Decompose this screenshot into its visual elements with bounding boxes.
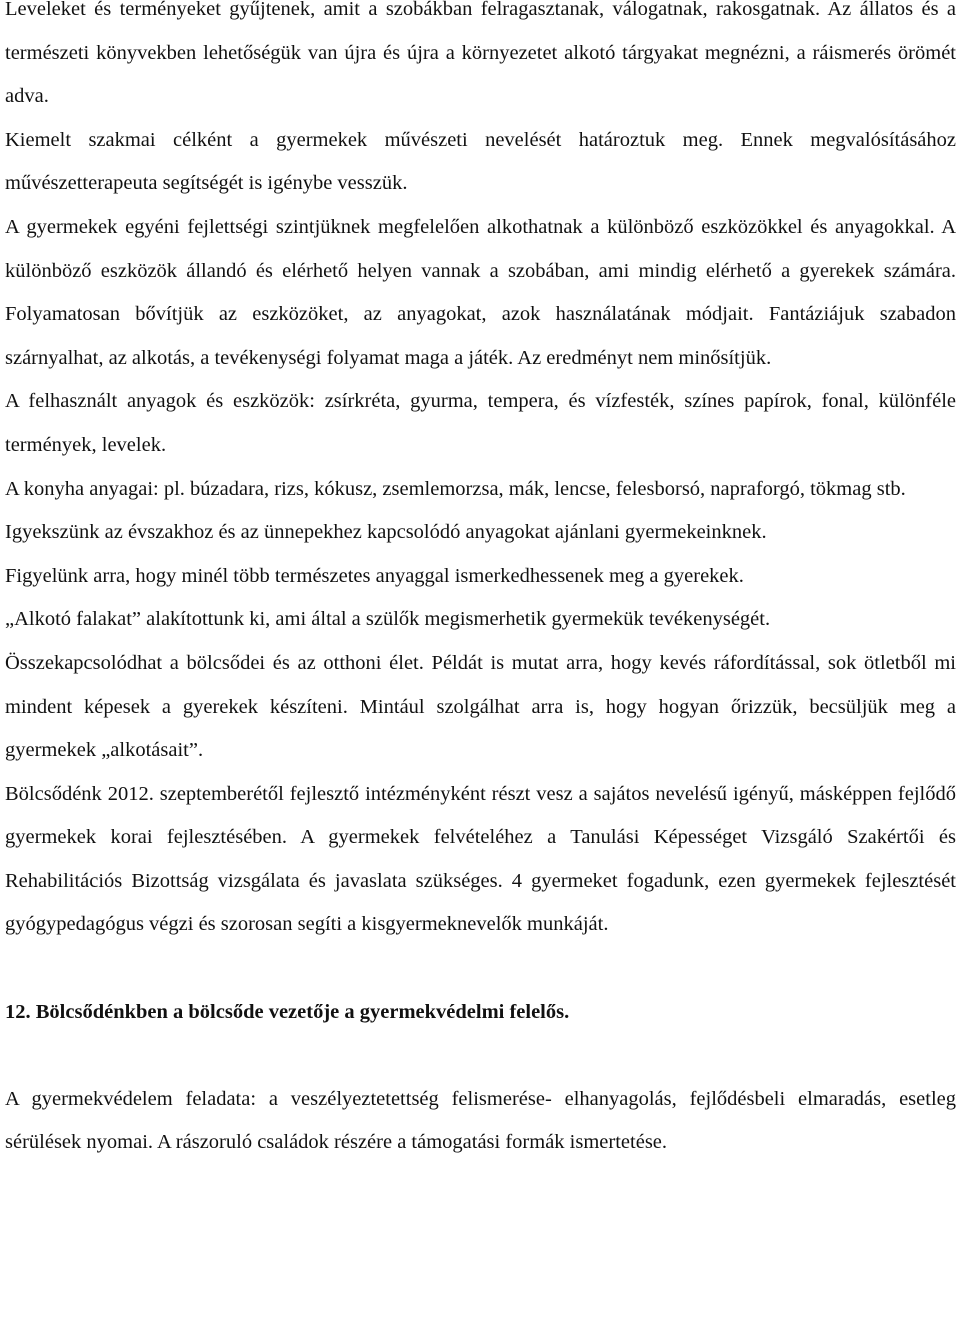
paragraph-creative-walls: „Alkotó falakat” alakítottunk ki, ami által a szülők megismerhetik gyermekük tevékenységét. [5,608,771,631]
paragraph-individual-development: A gyermekek egyéni fejlettségi szintjüknek megfelelően alkothatnak a különböző eszközökkel és anyagokkal. A különböző eszközök állandó és elérhető helyen vannak a szobában, ami mindig elérhető a gyerekek számára. Folyamatosan bővítjük az eszközöket, az anyagokat, azok használatának módjait. Fantáziájuk szabadon szárnyalhat, az alkotás, a tevékenységi folyamat maga a játék. Az eredményt nem minősítjük. [5,215,956,369]
section-heading: 12. Bölcsődénkben a bölcsőde vezetője a gyermekvédelmi felelős. [5,1000,570,1023]
paragraph-leaves: Leveleket és terményeket gyűjtenek, amit a szobákban felragasztanak, válogatnak, rakosgatnak. Az állatos és a természeti könyvekben lehetőségük van újra és újra a környezetet alkotó tárgyakat megnézni, a ráismerés örömét adva. [5,0,956,108]
paragraph-materials: A felhasznált anyagok és eszközök: zsírkréta, gyurma, tempera, és vízfesték, színes papírok, fonal, különféle termények, levelek. [5,390,956,456]
spacer [5,947,956,991]
paragraph-natural-materials: Figyelünk arra, hogy minél több természetes anyaggal ismerkedhessenek meg a gyerekek. [5,564,744,587]
document-page [5,0,956,1165]
paragraph-kitchen-materials: A konyha anyagai: pl. búzadara, rizs, kókusz, zsemlemorzsa, mák, lencse, felesborsó, napraforgó, tökmag stb. [5,477,906,500]
spacer [5,1034,956,1078]
paragraph-child-protection: A gyermekvédelem feladata: a veszélyeztetettség felismerése- elhanyagolás, fejlődésbeli elmaradás, esetleg sérülések nyomai. A rászoruló családok részére a támogatási formák ismertetése. [5,1087,956,1154]
paragraph-seasons: Igyekszünk az évszakhoz és az ünnepekhez kapcsolódó anyagokat ajánlani gyermekeinknek. [5,521,767,544]
paragraph-special-needs: Bölcsődénk 2012. szeptemberétől fejlesztő intézményként részt vesz a sajátos nevelésű igényű, másképpen fejlődő gyermekek korai fejlesztésében. A gyermekek felvételéhez a Tanulási Képességet Vizsgáló Szakértői és Rehabilitációs Bizottság vizsgálata és javaslata szükséges. 4 gyermeket fogadunk, ezen gyermekek fejlesztését gyógypedagógus végzi és szorosan segíti a kisgyermeknevelők munkáját. [5,782,956,936]
paragraph-art-education: Kiemelt szakmai célként a gyermekek művészeti nevelését határoztuk meg. Ennek megvalósításához művészetterapeuta segítségét is igénybe vesszük. [5,128,956,195]
paragraph-home-connection: Összekapcsolódhat a bölcsődei és az otthoni élet. Példát is mutat arra, hogy kevés ráfordítással, sok ötletből mi mindent képesek a gyerekek készíteni. Mintául szolgálhat arra is, hogy hogyan őrizzük, becsüljük meg a gyermekek „alkotásait”. [5,651,956,762]
